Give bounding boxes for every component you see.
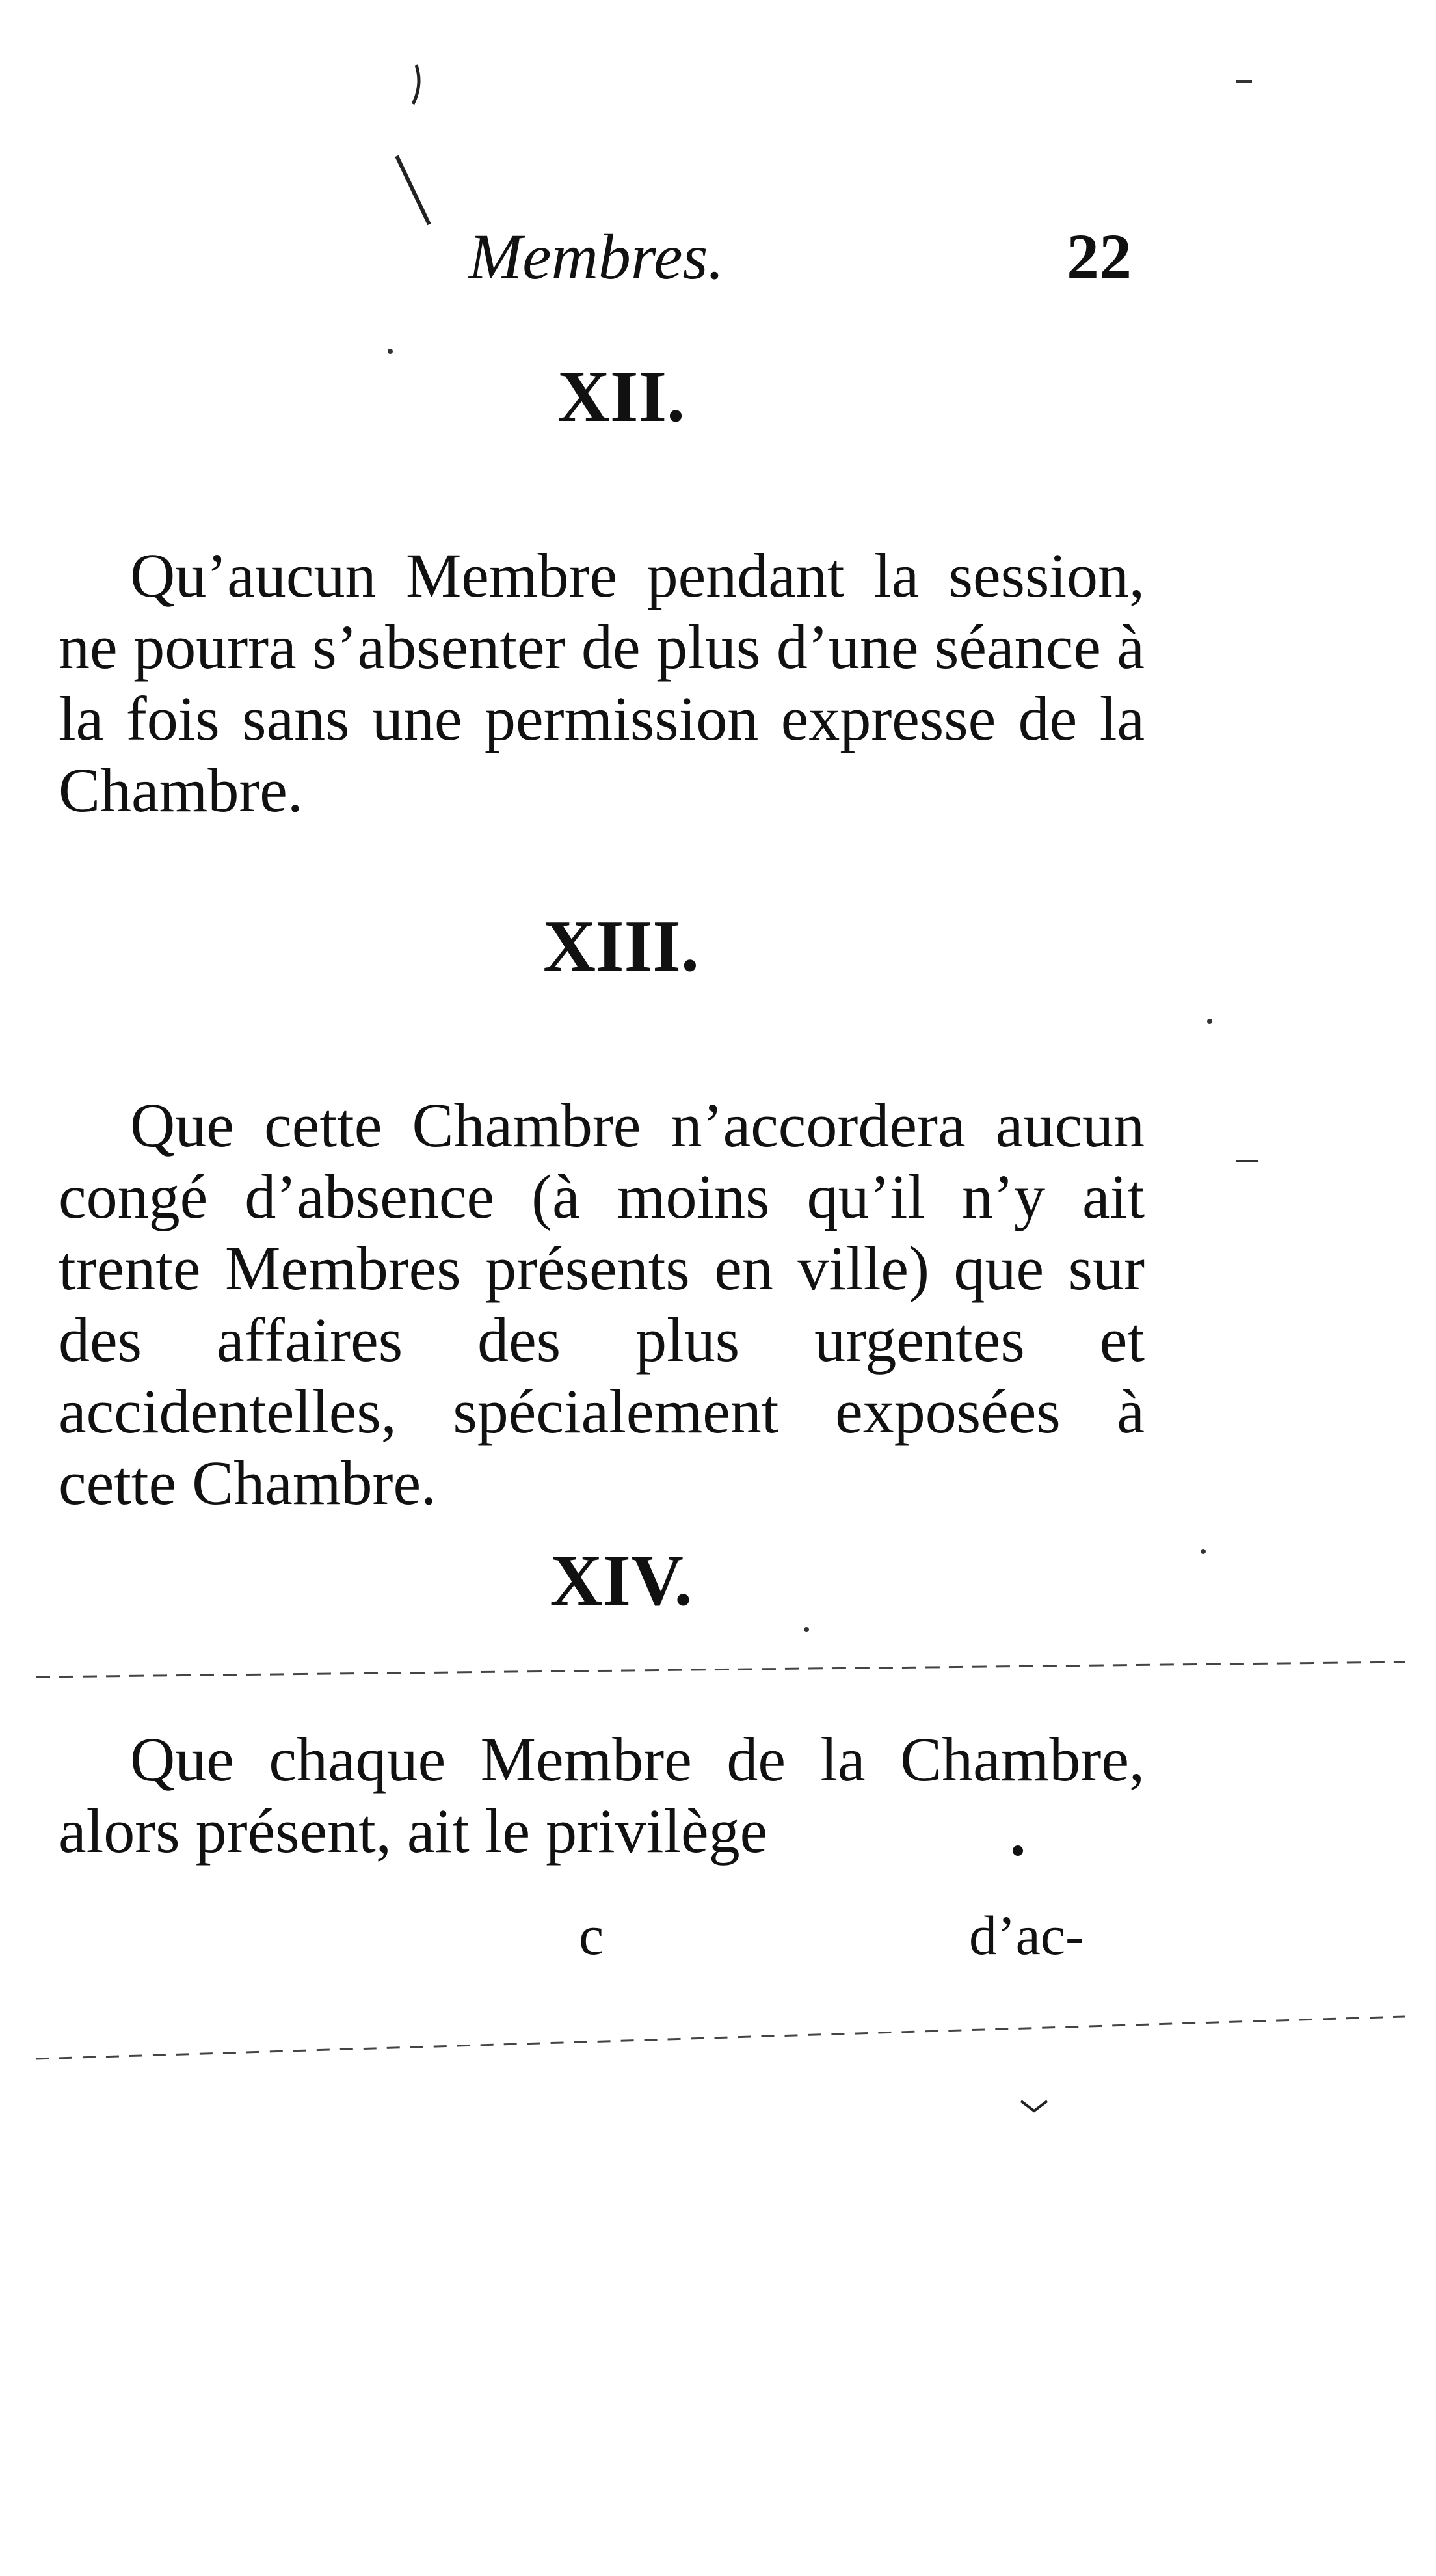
article-text: Qu’aucun Membre pendant la session, ne pourra s’absenter de plus d’une séance à la fois sans une permission expresse de la Chambre. xyxy=(59,541,1145,825)
article-xiii xyxy=(59,901,1145,1519)
running-head xyxy=(0,215,1436,299)
article-text: Que cette Chambre n’accordera aucun congé d’absence (à moins qu’il n’y ait trente Membres présents en ville) que sur des affaires des plus urgentes et accidentelles, spécialement exposées à cette Chambre. xyxy=(59,1090,1145,1518)
running-title: Membres. xyxy=(468,221,725,293)
article-text: Que chaque Membre de la Chambre, alors présent, ait le privilège xyxy=(59,1724,1145,1866)
article-heading: XII. xyxy=(557,356,685,437)
article-xii xyxy=(59,351,1145,826)
catchword: d’ac- xyxy=(969,1904,1084,1966)
article-heading: XIV. xyxy=(550,1540,693,1621)
article-xiv xyxy=(59,1535,1145,1867)
page-number: 22 xyxy=(1067,221,1132,293)
article-heading: XIII. xyxy=(543,906,699,987)
signature-mark: c xyxy=(579,1904,604,1966)
